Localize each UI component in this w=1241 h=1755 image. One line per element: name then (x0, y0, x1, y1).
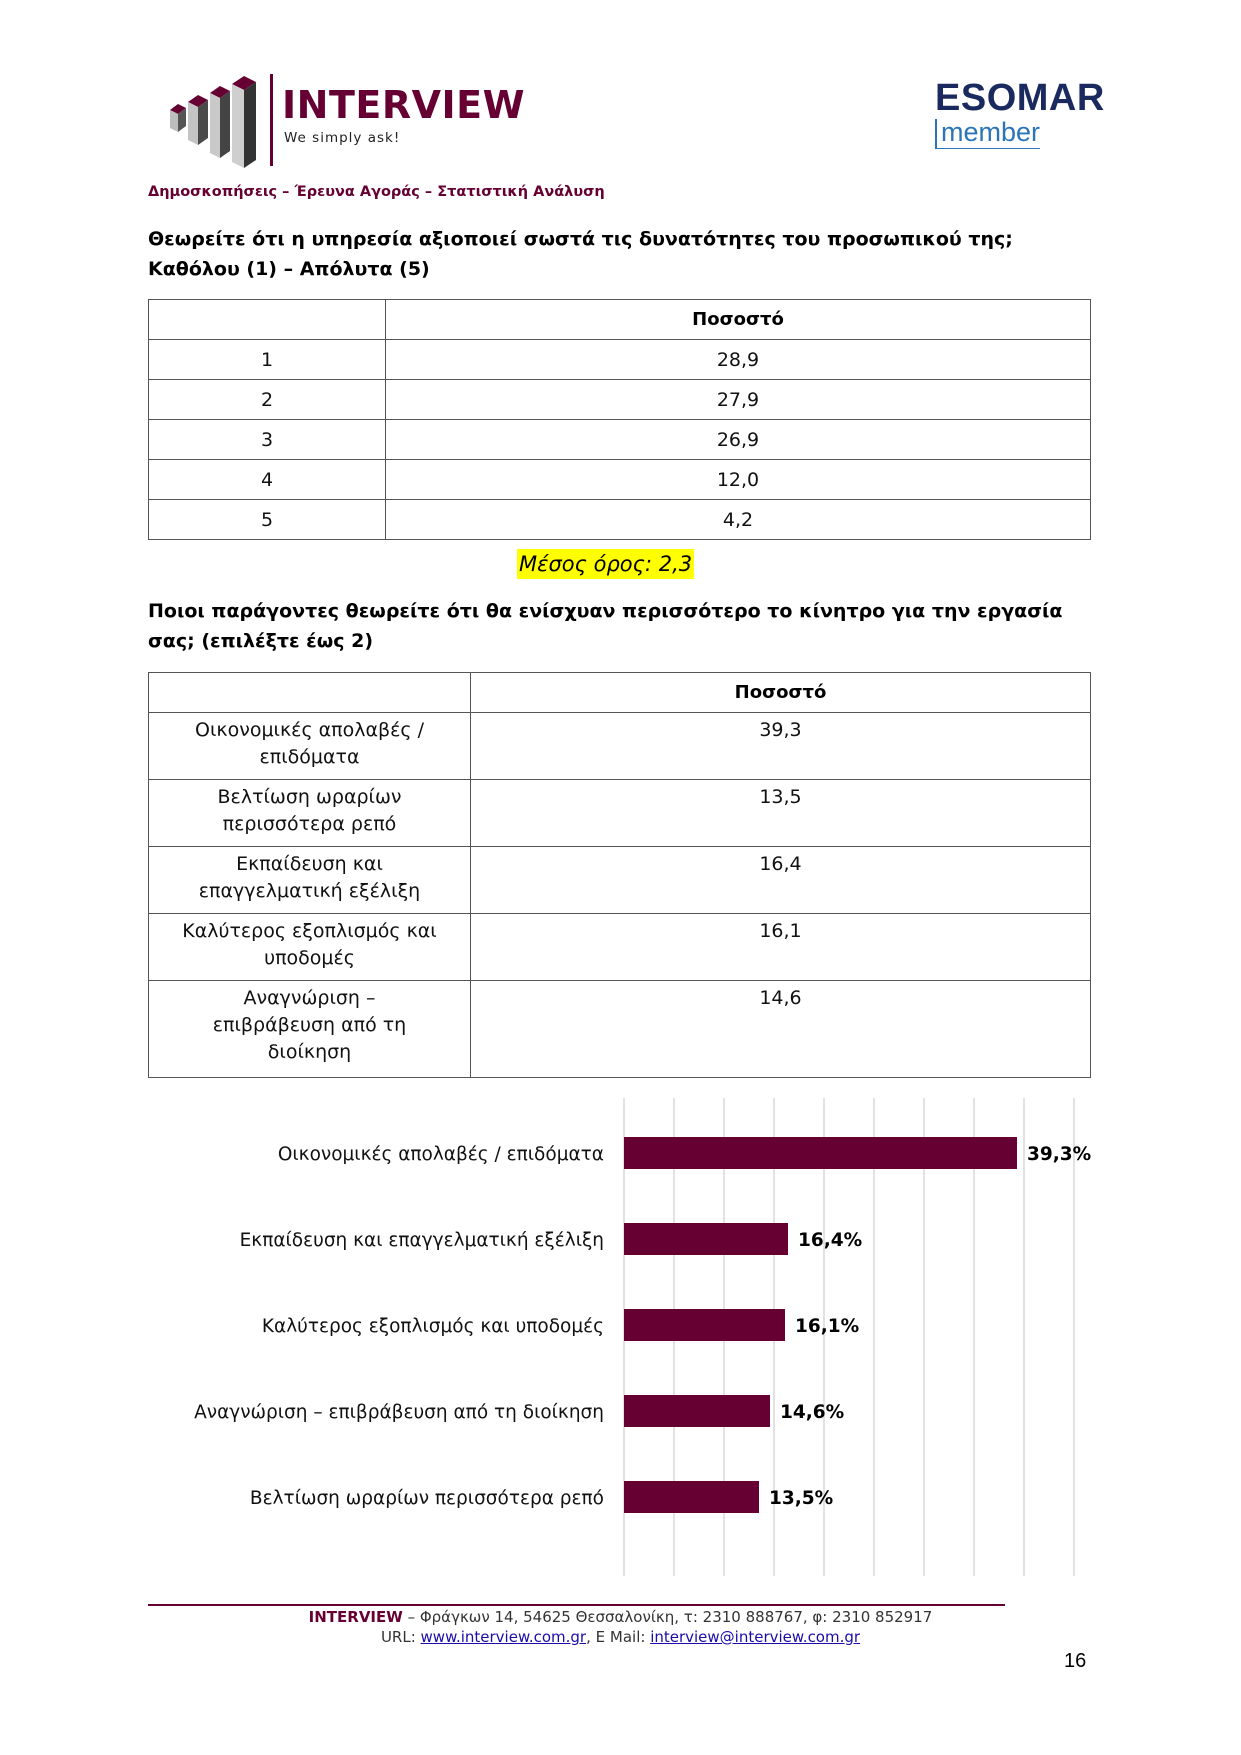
category-label: Καλύτερος εξοπλισμός και υποδομές (261, 1316, 604, 1337)
company-services-subtitle: Δημοσκοπήσεις – Έρευνα Αγοράς – Στατιστική Ανάλυση (148, 184, 605, 200)
question-2 (148, 596, 1098, 656)
row-value: 28,9 (386, 340, 1091, 380)
row-label: 3 (149, 420, 386, 460)
question-1 (148, 224, 1098, 284)
row-value: 27,9 (386, 380, 1091, 420)
bar (624, 1481, 759, 1513)
row-value: 26,9 (386, 420, 1091, 460)
value-label: 39,3% (1027, 1144, 1092, 1165)
row-label-line: Εκπαίδευση και (236, 853, 383, 875)
row-label-line: Οικονομικές απολαβές / (195, 719, 424, 741)
esomar-logo: ESOMAR (935, 77, 1105, 119)
logo-divider (270, 74, 273, 166)
table-header-empty (149, 673, 471, 713)
table-header-row (149, 673, 1091, 713)
row-label-line: επιβράβευση από τη (212, 1014, 407, 1036)
row-label-line: διοίκηση (267, 1041, 352, 1063)
footer-divider (148, 1604, 1005, 1606)
row-label (149, 981, 471, 1078)
row-value: 16,4 (471, 847, 1091, 914)
table-row (149, 420, 1091, 460)
bar (624, 1137, 1017, 1169)
row-value: 4,2 (386, 500, 1091, 540)
bar (624, 1309, 785, 1341)
question-2-instruction: σας; (επιλέξτε έως 2) (148, 630, 374, 652)
table-header-percentage: Ποσοστό (471, 673, 1091, 713)
table-row (149, 914, 1091, 981)
footer-url-label: URL: (380, 1628, 421, 1646)
table-row (149, 460, 1091, 500)
table-row (149, 780, 1091, 847)
category-label: Βελτίωση ωραρίων περισσότερα ρεπό (249, 1488, 604, 1509)
value-label: 16,1% (795, 1316, 860, 1337)
table-header-row (149, 300, 1091, 340)
bar (624, 1395, 770, 1427)
footer-address-text: – Φράγκων 14, 54625 Θεσσαλονίκη, τ: 2310 888767, φ: 2310 852917 (402, 1608, 933, 1626)
row-label: 4 (149, 460, 386, 500)
row-label (149, 713, 471, 780)
row-label: 1 (149, 340, 386, 380)
footer-brand: INTERVIEW (308, 1608, 403, 1626)
logo-tagline: We simply ask! (284, 130, 401, 146)
row-label-line: επιδόματα (259, 746, 360, 768)
category-label: Αναγνώριση – επιβράβευση από τη διοίκηση (194, 1402, 604, 1423)
row-label (149, 914, 471, 981)
page-number: 16 (1064, 1650, 1087, 1672)
footer-address (0, 1608, 1241, 1626)
row-label (149, 780, 471, 847)
motivation-factors-bar-chart (140, 1098, 1100, 1580)
row-label-line: Καλύτερος εξοπλισμός και (182, 920, 437, 942)
logo-name: INTERVIEW (282, 83, 526, 127)
value-label: 13,5% (769, 1488, 834, 1509)
row-value: 12,0 (386, 460, 1091, 500)
question-1-scale: Καθόλου (1) – Απόλυτα (5) (148, 258, 430, 280)
row-label: 2 (149, 380, 386, 420)
table-row (149, 340, 1091, 380)
value-label: 16,4% (798, 1230, 863, 1251)
value-label: 14,6% (780, 1402, 845, 1423)
footer-contact (0, 1628, 1241, 1646)
row-label (149, 847, 471, 914)
row-value: 16,1 (471, 914, 1091, 981)
footer-email-label: , E Mail: (586, 1628, 651, 1646)
row-value: 14,6 (471, 981, 1091, 1078)
row-value: 13,5 (471, 780, 1091, 847)
row-label-line: Αναγνώριση – (243, 987, 376, 1009)
table-row (149, 981, 1091, 1078)
row-label-line: Βελτίωση ωραρίων (217, 786, 402, 808)
table-row (149, 713, 1091, 780)
table-header-empty (149, 300, 386, 340)
rating-distribution-table (148, 299, 1091, 540)
category-label: Οικονομικές απολαβές / επιδόματα (277, 1144, 604, 1165)
row-value: 39,3 (471, 713, 1091, 780)
question-2-text: Ποιοι παράγοντες θεωρείτε ότι θα ενίσχυαν περισσότερο το κίνητρο για την εργασία (148, 600, 1063, 622)
category-label: Εκπαίδευση και επαγγελματική εξέλιξη (239, 1230, 604, 1251)
row-label: 5 (149, 500, 386, 540)
footer-email-link[interactable]: interview@interview.com.gr (650, 1628, 861, 1646)
interview-logo-icon (168, 74, 260, 170)
footer-url-link[interactable]: www.interview.com.gr (420, 1628, 587, 1646)
esomar-member-label: member (935, 119, 1040, 149)
row-label-line: επαγγελματική εξέλιξη (198, 880, 421, 902)
question-1-text: Θεωρείτε ότι η υπηρεσία αξιοποιεί σωστά τις δυνατότητες του προσωπικού της; (148, 228, 1013, 250)
table-row (149, 847, 1091, 914)
motivation-factors-table (148, 672, 1091, 1078)
row-label-line: υποδομές (264, 947, 355, 969)
table-row (149, 380, 1091, 420)
bar (624, 1223, 788, 1255)
table-row (149, 500, 1091, 540)
row-label-line: περισσότερα ρεπό (222, 813, 397, 835)
mean-score-highlight: Μέσος όρος: 2,3 (517, 549, 694, 579)
table-header-percentage: Ποσοστό (386, 300, 1091, 340)
